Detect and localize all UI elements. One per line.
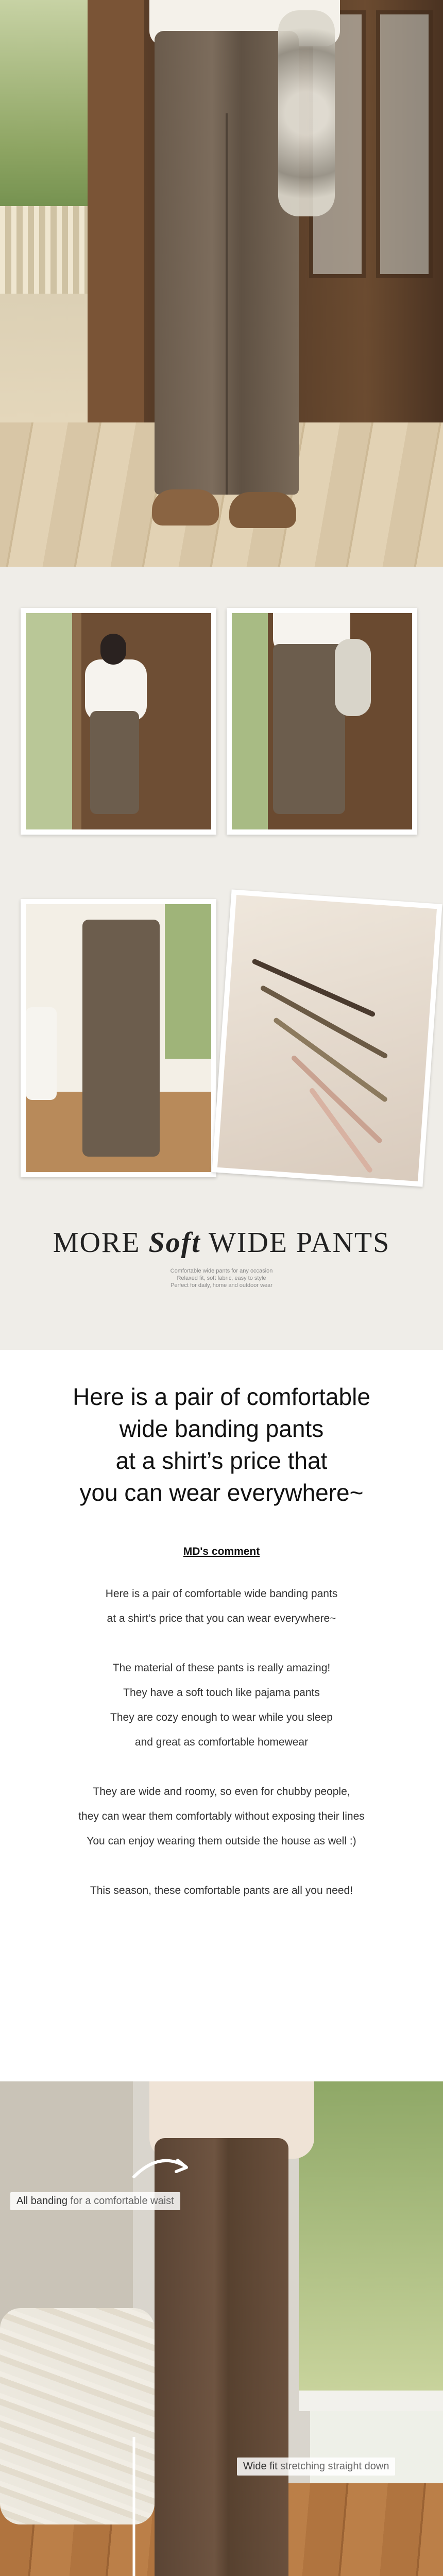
- fence: [0, 206, 88, 294]
- model-pants: [82, 920, 160, 1157]
- polaroid-photo-3: [21, 899, 216, 1177]
- pants-strap: [251, 958, 376, 1018]
- collage-subtitle: Comfortable wide pants for any occasion Relaxed fit, soft fabric, easy to style Perfect for daily, home and outdoor wear: [170, 1268, 273, 1289]
- polaroid-photo-4: [212, 889, 442, 1187]
- model-shoe-right: [229, 492, 296, 528]
- model-hair: [100, 634, 126, 665]
- collage-title: MORE Soft WIDE PANTS: [53, 1227, 390, 1259]
- headline: Here is a pair of comfortable wide banding pants at a shirt’s price that you can wear everywhere~: [73, 1383, 370, 1506]
- arrow-down-icon: [124, 2434, 144, 2576]
- md-comment-title: MD's comment: [183, 1546, 260, 1557]
- md-comment-body: Here is a pair of comfortable wide banding pants at a shirt’s price that you can wear everywhere~ The material of these pants is really amazing! They have a soft touch like pajama pants They are cozy enough to wear while you sleep and great as comfortable homewear They are wide and roomy, so even for chubby people, they can wear them comfortably without exposing their lines You can enjoy wearing them outside the house as well :) This season, these comfortable pants are all you need!: [78, 1588, 365, 1896]
- pants-strap: [291, 1055, 383, 1144]
- window: [165, 904, 211, 1059]
- hero-photo: [0, 0, 443, 567]
- model-bag: [278, 10, 335, 216]
- door-glass-right: [376, 10, 433, 278]
- detail-photo: [0, 2081, 443, 2576]
- fit-feature-tag: Wide fit stretching straight down: [237, 2458, 395, 2476]
- door-frame: [88, 0, 144, 422]
- model-pants: [90, 711, 139, 814]
- photo-collage-section: [0, 567, 443, 1350]
- model-bag: [335, 639, 371, 716]
- waist-feature-tag: All banding for a comfortable waist: [10, 2192, 180, 2210]
- window-sill: [299, 2391, 443, 2411]
- intro-text-section: [0, 1350, 443, 2081]
- model-pants: [273, 644, 345, 814]
- model-shoe-left: [152, 489, 219, 526]
- curved-arrow-icon: [129, 2151, 191, 2182]
- polaroid-photo-2: [227, 608, 417, 835]
- model-pants: [155, 31, 299, 495]
- bed: [26, 1007, 57, 1100]
- window: [299, 2081, 443, 2391]
- polaroid-photo-1: [21, 608, 216, 835]
